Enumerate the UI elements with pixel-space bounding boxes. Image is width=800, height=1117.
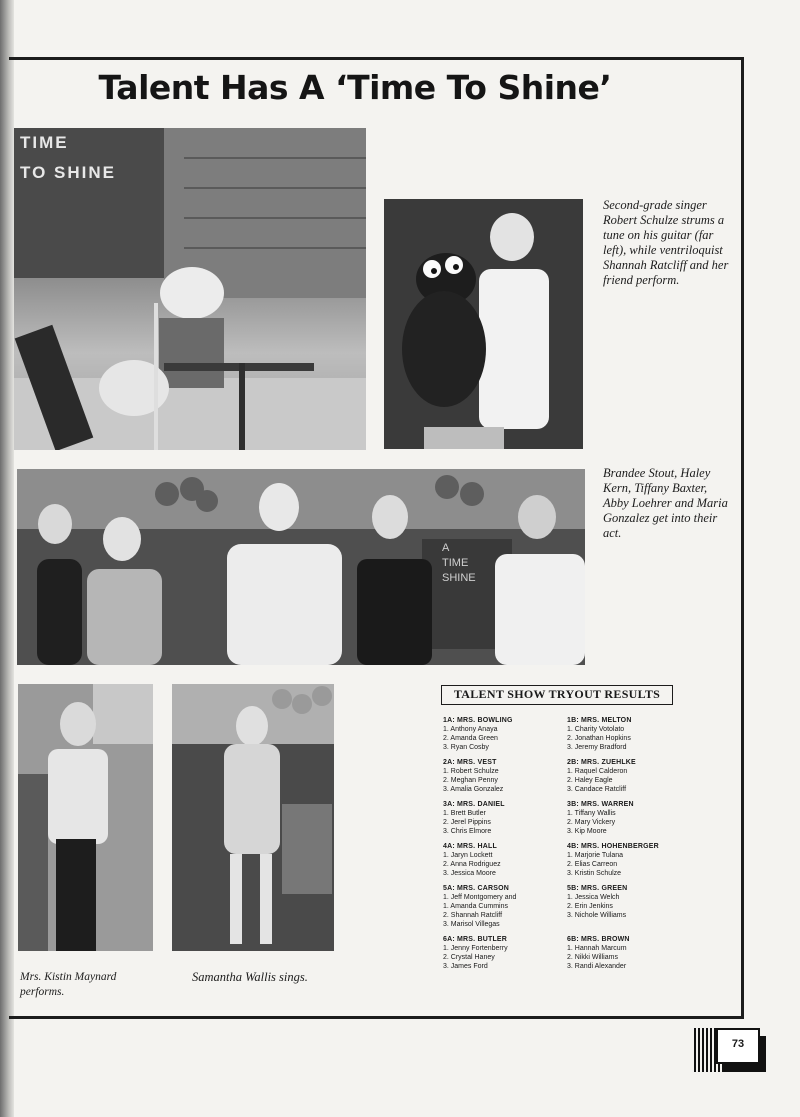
results-name: 3. Kip Moore: [567, 828, 607, 835]
results-group-heading: 3A: MRS. DANIEL: [443, 801, 505, 808]
results-name: 1. Jenny Fortenberry: [443, 945, 508, 952]
results-name: 2. Nikki Williams: [567, 954, 618, 961]
results-name: 1. Jaryn Lockett: [443, 852, 493, 859]
photo-mrs-maynard: [18, 684, 153, 951]
results-name: 1. Tiffany Wallis: [567, 810, 616, 817]
results-group-heading: 5A: MRS. CARSON: [443, 885, 510, 892]
maynard-scene-graphic: [18, 684, 153, 951]
results-name: 3. Jeremy Bradford: [567, 744, 627, 751]
results-name: 3. Amalia Gonzalez: [443, 786, 504, 793]
results-name: 2. Anna Rodriguez: [443, 861, 501, 868]
results-name: 1. Robert Schulze: [443, 768, 499, 775]
results-name: 3. Kristin Schulze: [567, 870, 622, 877]
results-name: 2. Crystal Haney: [443, 954, 495, 961]
results-name: 1. Brett Butler: [443, 810, 486, 817]
results-name: 3. Candace Ratcliff: [567, 786, 627, 793]
ventriloquist-scene-graphic: [384, 199, 583, 449]
results-name: 1. Amanda Cummins: [443, 903, 508, 910]
results-name: 1. Jessica Welch: [567, 894, 620, 901]
results-name: 2. Meghan Penny: [443, 777, 498, 784]
photo-ventriloquist: [384, 199, 583, 449]
results-name: 1. Charity Votolato: [567, 726, 625, 733]
results-name: 1. Jeff Montgomery and: [443, 894, 517, 901]
results-group-heading: 6A: MRS. BUTLER: [443, 936, 508, 943]
results-group: [443, 884, 567, 929]
results-group: [443, 842, 567, 878]
results-name: 3. James Ford: [443, 963, 488, 970]
stage-sign-text: TIME TO SHINE: [20, 133, 116, 182]
page-number-tab: [694, 1028, 768, 1072]
caption-bottom-middle: Samantha Wallis sings.: [192, 970, 308, 984]
results-name: 2. Haley Eagle: [567, 777, 613, 784]
results-title: TALENT SHOW TRYOUT RESULTS: [441, 685, 673, 705]
results-group: [443, 935, 567, 971]
results-group-heading: 4A: MRS. HALL: [443, 843, 497, 850]
results-group: [443, 800, 567, 836]
results-name: 2. Amanda Green: [443, 735, 498, 742]
stage-sign-text: A TIME SHINE: [442, 542, 476, 584]
results-name: 2. Elias Carreon: [567, 861, 618, 868]
photo-samantha-wallis: [172, 684, 334, 951]
results-name: 3. Nichole Williams: [567, 912, 627, 919]
results-name: 2. Jonathan Hopkins: [567, 735, 631, 742]
results-list: [443, 716, 693, 971]
results-group-heading: 2B: MRS. ZUEHLKE: [567, 759, 636, 766]
page-number: 73: [731, 1038, 745, 1050]
results-group-heading: 4B: MRS. HOHENBERGER: [567, 843, 659, 850]
photo-group-act: [17, 469, 585, 665]
caption-top: Second-grade singer Robert Schulze strums a tune on his guitar (far left), while ventriloquist Shannah Ratcliff and her friend perform.: [603, 198, 729, 287]
caption-bottom-left: Mrs. Kistin Maynard performs.: [20, 971, 117, 998]
results-name: 2. Erin Jenkins: [567, 903, 613, 910]
results-group: [567, 884, 691, 929]
results-group-heading: 6B: MRS. BROWN: [567, 936, 630, 943]
page-title: Talent Has A ‘Time To Shine’: [98, 68, 612, 107]
results-name: 1. Hannah Marcum: [567, 945, 627, 952]
results-group-heading: 1A: MRS. BOWLING: [443, 717, 513, 724]
results-name: 3. Marisol Villegas: [443, 921, 500, 928]
results-name: 3. Chris Elmore: [443, 828, 492, 835]
results-group-heading: 1B: MRS. MELTON: [567, 717, 632, 724]
caption-middle: Brandee Stout, Haley Kern, Tiffany Baxter, Abby Loehrer and Maria Gonzalez get into their act.: [603, 466, 728, 540]
results-group: [567, 716, 691, 752]
results-group: [567, 800, 691, 836]
results-group: [567, 758, 691, 794]
results-name: 2. Shannah Ratcliff: [443, 912, 503, 919]
results-name: 1. Raquel Calderon: [567, 768, 628, 775]
results-group: [443, 758, 567, 794]
results-name: 1. Marjorie Tulana: [567, 852, 624, 859]
results-group-heading: 2A: MRS. VEST: [443, 759, 497, 766]
results-group: [567, 935, 691, 971]
results-group: [443, 716, 567, 752]
results-name: 3. Ryan Cosby: [443, 744, 489, 751]
results-name: 2. Mary Vickery: [567, 819, 616, 826]
results-name: 1. Anthony Anaya: [443, 726, 498, 733]
results-group: [567, 842, 691, 878]
results-group-heading: 3B: MRS. WARREN: [567, 801, 634, 808]
wallis-scene-graphic: [172, 684, 334, 951]
results-name: 3. Jessica Moore: [443, 870, 496, 877]
results-name: 3. Randi Alexander: [567, 963, 627, 970]
photo-guitar-player: [14, 128, 366, 450]
results-name: 2. Jerel Pippins: [443, 819, 491, 826]
results-group-heading: 5B: MRS. GREEN: [567, 885, 628, 892]
